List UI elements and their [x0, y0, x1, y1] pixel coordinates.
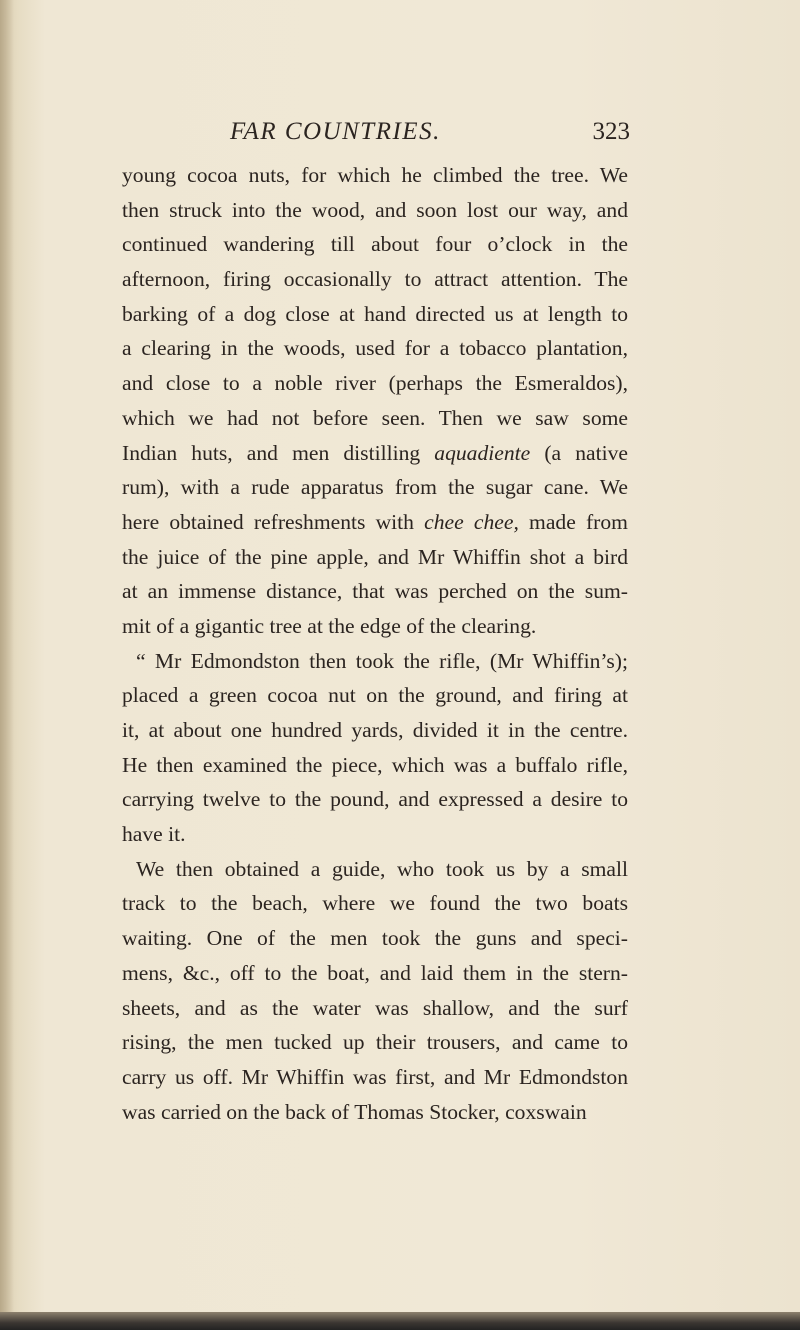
text-run: He then examined the piece, which was a buffalo rifle, [122, 752, 628, 777]
text-line [122, 470, 628, 505]
text-line [122, 262, 628, 297]
running-title: FAR COUNTRIES. [230, 118, 441, 145]
page-gutter-shadow [0, 0, 14, 1330]
text-line [122, 366, 628, 401]
text-line [122, 644, 628, 679]
text-line [122, 782, 628, 817]
text-run: mit of a gigantic tree at the edge of the clearing. [122, 613, 537, 638]
text-run: rising, the men tucked up their trousers, and came to [122, 1030, 628, 1055]
text-run: young cocoa nuts, for which he climbed the tree. We [122, 163, 628, 187]
text-line [122, 748, 628, 783]
text-line [122, 852, 628, 887]
text-line [122, 921, 628, 956]
text-line [122, 956, 628, 991]
text-body [122, 158, 628, 1129]
page-number: 323 [592, 118, 630, 145]
text-run: then struck into the wood, and soon lost our way, and [122, 197, 628, 222]
text-line [122, 505, 628, 540]
text-line [122, 886, 628, 921]
text-run: have it. [122, 822, 186, 847]
text-run: “ Mr Edmondston then took the rifle, (Mr Whiffin’s); [136, 648, 628, 673]
text-line [122, 401, 628, 436]
text-run: afternoon, firing occasionally to attract attention. The [122, 267, 628, 292]
text-run: here obtained refreshments with [122, 509, 425, 534]
text-line [122, 678, 628, 713]
text-run: was carried on the back of Thomas Stocker, coxswain [122, 1099, 587, 1124]
text-line [122, 540, 628, 575]
text-run: (a native [530, 440, 628, 465]
text-line [122, 193, 628, 228]
text-line [122, 1060, 628, 1095]
text-run: track to the beach, where we found the two boats [122, 891, 628, 916]
italic-term: chee chee, [424, 509, 519, 534]
page-bottom-edge [0, 1312, 800, 1330]
text-line [122, 1025, 628, 1060]
italic-term: aquadiente [434, 440, 531, 465]
text-run: at an immense distance, that was perched on the sum- [122, 579, 628, 604]
text-line [122, 609, 628, 644]
text-run: Indian huts, and men distilling [122, 440, 435, 465]
text-run: barking of a dog close at hand directed us at length to [122, 301, 628, 326]
text-line [122, 574, 628, 609]
text-run: carrying twelve to the pound, and expressed a desire to [122, 787, 628, 812]
text-line [122, 1095, 628, 1130]
text-run: the juice of the pine apple, and Mr Whiffin shot a bird [122, 544, 628, 569]
text-line [122, 227, 628, 262]
text-run: carry us off. Mr Whiffin was first, and Mr Edmondston [122, 1064, 628, 1089]
text-run: sheets, and as the water was shallow, and the surf [122, 995, 628, 1020]
text-run: mens, &c., off to the boat, and laid them in the stern- [122, 960, 628, 985]
text-run: a clearing in the woods, used for a tobacco plantation, [122, 336, 628, 361]
text-line [122, 297, 628, 332]
text-run: continued wandering till about four o’clock in the [122, 232, 628, 257]
text-run: and close to a noble river (perhaps the Esmeraldos), [122, 371, 628, 396]
text-run: rum), with a rude apparatus from the sugar cane. We [122, 475, 628, 500]
text-line [122, 331, 628, 366]
text-line [122, 817, 628, 852]
text-run: We then obtained a guide, who took us by a small [136, 856, 628, 881]
running-head [120, 118, 630, 158]
text-line [122, 158, 628, 193]
text-line [122, 436, 628, 471]
text-run: made from [518, 509, 628, 534]
text-run: placed a green cocoa nut on the ground, and firing at [122, 683, 628, 708]
text-run: waiting. One of the men took the guns and speci- [122, 926, 628, 951]
text-line [122, 713, 628, 748]
text-line [122, 991, 628, 1026]
text-run: it, at about one hundred yards, divided it in the centre. [122, 718, 628, 742]
text-run: which we had not before seen. Then we saw some [122, 405, 628, 430]
